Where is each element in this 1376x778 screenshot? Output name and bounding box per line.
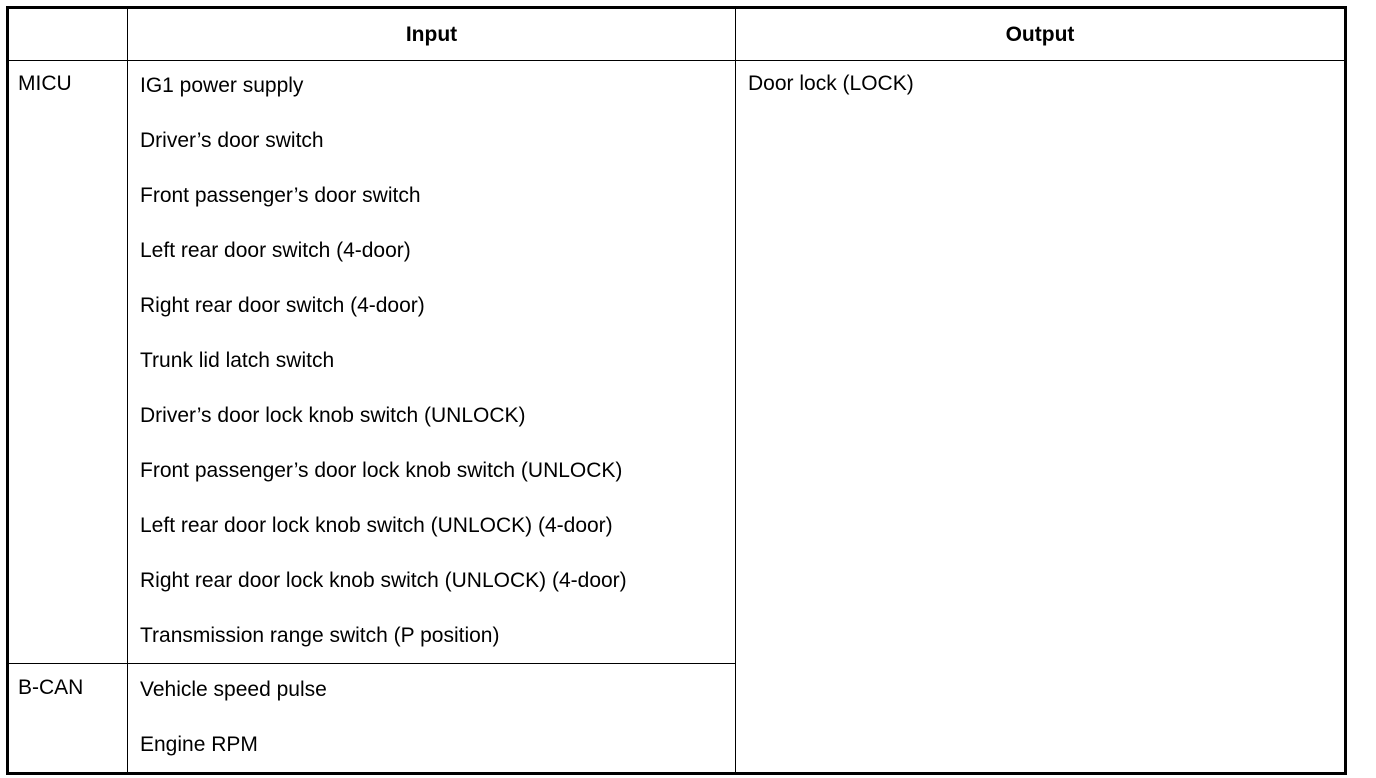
output-value: Door lock (LOCK) <box>748 72 914 95</box>
header-source <box>9 9 127 61</box>
list-item: Driver’s door switch <box>140 129 324 152</box>
source-micu: MICU <box>18 72 72 95</box>
list-item: Right rear door switch (4-door) <box>140 294 425 317</box>
list-item: Engine RPM <box>140 733 258 756</box>
header-input: Input <box>405 23 458 46</box>
micu-input-list <box>140 64 627 669</box>
list-item: Driver’s door lock knob switch (UNLOCK) <box>140 404 526 427</box>
list-item: Trunk lid latch switch <box>140 349 335 372</box>
list-item: Transmission range switch (P position) <box>140 624 500 647</box>
column-divider <box>127 9 128 772</box>
column-divider <box>735 9 736 772</box>
list-item: Front passenger’s door lock knob switch (UNLOCK) <box>140 459 623 482</box>
source-bcan: B-CAN <box>18 676 84 699</box>
list-item: Vehicle speed pulse <box>140 678 327 701</box>
io-table <box>6 6 1347 775</box>
list-item: IG1 power supply <box>140 74 304 97</box>
list-item: Front passenger’s door switch <box>140 184 421 207</box>
header-output: Output <box>1005 23 1075 46</box>
list-item: Left rear door switch (4-door) <box>140 239 411 262</box>
list-item: Left rear door lock knob switch (UNLOCK) (4-door) <box>140 514 613 537</box>
list-item: Right rear door lock knob switch (UNLOCK) (4-door) <box>140 569 627 592</box>
bcan-input-list <box>140 668 327 778</box>
